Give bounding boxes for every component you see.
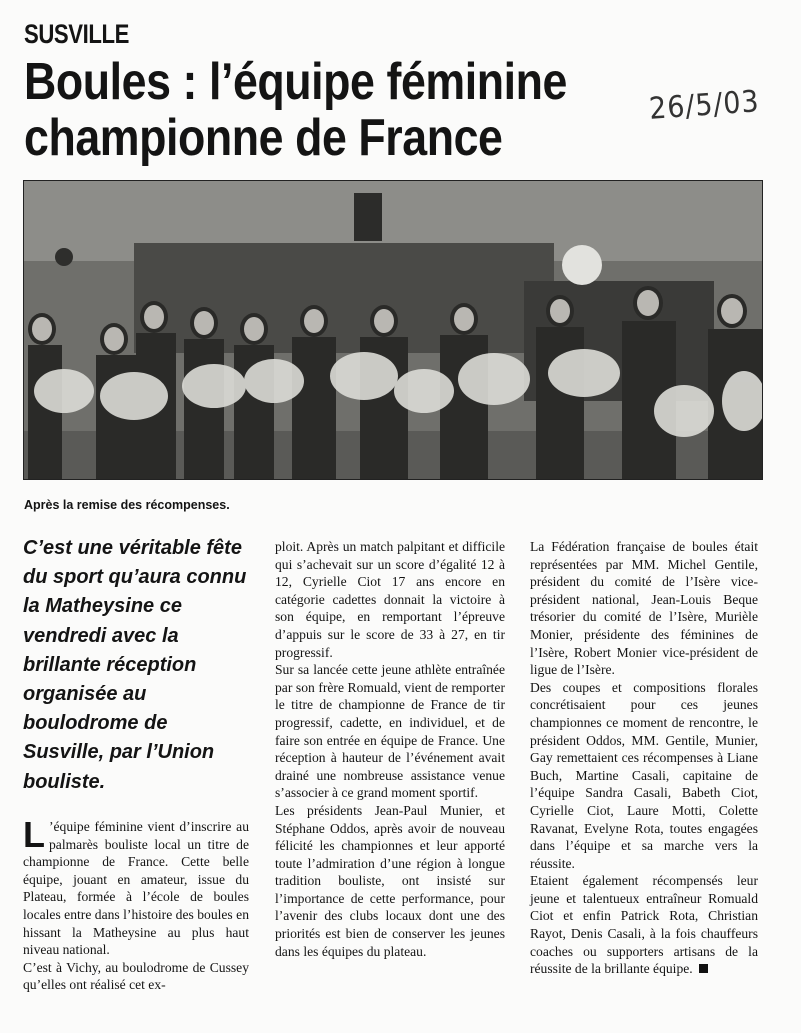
column-1-paragraph-1: ’équipe féminine vient d’inscrire au palmarès bouliste local un titre de championne de France. Cette belle équipe, jouant en amateur, issue du Plateau, formée à l’école de boules locales entre dans l’histoire des boules en hissant la Matheysine au plus haut niveau national. bbox=[23, 819, 249, 958]
column-3-paragraph-1: La Fédération française de boules était représentées par MM. Michel Gentile, président du comité de l’Isère vice-président national, Jean-Louis Beque trésorier du comité de l’Isère, Murièle Monier, présidente des féminines de l’Isère, Robert Monier vice-président de ligue de l’Isère. bbox=[530, 539, 758, 678]
column-1 bbox=[23, 814, 249, 994]
column-1-paragraph-2: C’est à Vichy, au boulodrome de Cussey qu’elles ont réalisé cet ex- bbox=[23, 959, 249, 993]
column-3-paragraph-2: Des coupes et compositions florales concrétisaient pour ces jeunes championnes ce moment de rencontre, le président Oddos, MM. Gentile, Munier, Gay remettaient ces récompenses à Liane Buch, Martine Casali, capitaine de l’équipe Sandra Casali, Babeth Ciot, Cyrielle Ciot, Laure Motti, Colette Ravanat, Evelyne Rota, toutes engagées dans l’équipe et sa marche vers la réussite. bbox=[530, 679, 758, 871]
column-3-paragraph-3-text: Etaient également récompensés leur jeune et talentueux entraîneur Romuald Ciot et enfin Patrick Rota, Christian Rayot, Denis Casali, à la fois chauffeurs coaches ou supporters artisans de la réussite de la brillante équipe. bbox=[530, 873, 758, 977]
headline bbox=[24, 54, 660, 166]
headline-line-1: Boules : l’équipe féminine bbox=[24, 53, 567, 111]
section-kicker: SUSVILLE bbox=[24, 19, 129, 49]
lead-paragraph: C’est une véritable fête du sport qu’aura connu la Matheysine ce vendredi avec la brillante réception organisée au boulodrome de Susville, par l’Union bouliste. bbox=[23, 537, 247, 793]
drop-cap: L bbox=[23, 814, 45, 855]
photo-caption: Après la remise des récompenses. bbox=[24, 498, 230, 512]
group-photo-icon bbox=[24, 181, 762, 479]
column-3-paragraph-3 bbox=[530, 872, 758, 978]
column-2 bbox=[275, 538, 505, 960]
column-2-paragraph-1: ploit. Après un match palpitant et difficile qui s’achevait sur un score d’égalité 12 à 12, Cyrielle Ciot 17 ans encore en catégorie cadettes donnait la victoire à son équipe, en remportant l’épreuve d’appuis sur le score de 33 à 27, en tir progressif. bbox=[275, 539, 505, 660]
column-3 bbox=[530, 538, 758, 978]
column-2-paragraph-2: Sur sa lancée cette jeune athlète entraînée par son frère Romuald, vient de remporter le titre de championne de France de tir progressif, cadette, en individuel, et de faire son entrée en équipe de France. Une réception à hauteur de l’événement avait drainé une nombreuse assistance venue s’associer à ce grand moment sportif. bbox=[275, 662, 505, 801]
column-2-paragraph-3: Les présidents Jean-Paul Munier, et Stéphane Oddos, après avoir de nouveau félicité les championnes et leur apporté toute l’admiration d’une région à longue tradition bouliste, ont insisté sur l’importance de cette performance, pour l’avenir des clubs locaux dont une des priorités est bien de conserver les jeunes dans les équipes du plateau. bbox=[275, 802, 505, 959]
headline-line-2: championne de France bbox=[24, 109, 503, 167]
group-photo bbox=[23, 180, 763, 480]
handwritten-date: 26/5/03 bbox=[648, 84, 761, 127]
end-of-article-icon bbox=[699, 964, 708, 973]
